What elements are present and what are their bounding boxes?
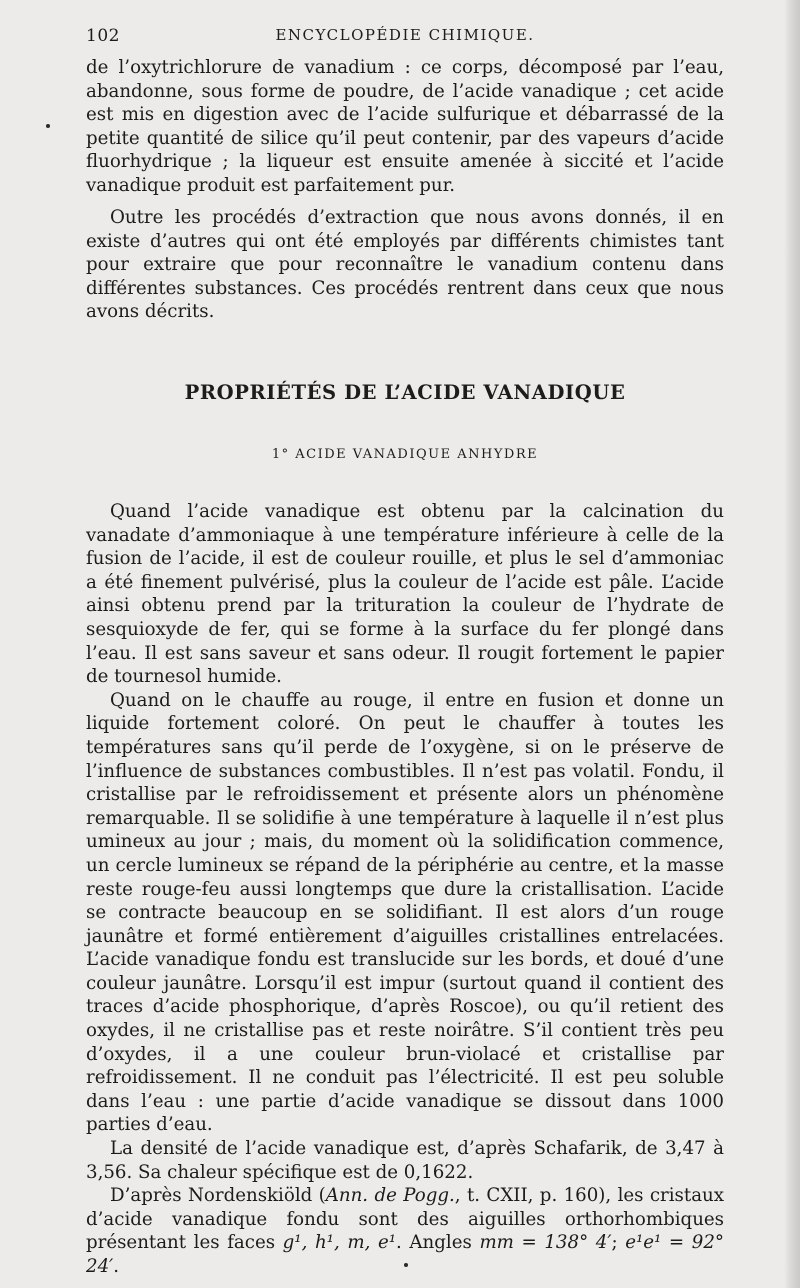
section-title: PROPRIÉTÉS DE L’ACIDE VANADIQUE [184,381,626,404]
angle-mm: mm = 138° 4′ [479,1232,612,1254]
paragraph: La densité de l’acide vanadique est, d’après Schafarik, de 3,47 à 3,56. Sa chaleur spécifique est de 0,1622. [86,1138,724,1183]
angle-ee: e¹e¹ = 92° 24′ [86,1232,724,1277]
page-number: 102 [86,26,120,46]
paragraph: Quand on le chauffe au rouge, il entre en fusion et donne un liquide fortement coloré. On peut le chauffer à toutes les températures sans qu’il perde de l’oxygène, si on le préserve de l’influence de substances combustibles. Il n’est pas volatil. Fondu, il cristallise par le refroidissement et présente alors un phénomène remarquable. Il se solidifie à une température à laquelle il n’est plus umineux au jour ; mais, du moment où la solidification commence, un cercle lumineux se répand de la périphérie au centre, et la masse reste rouge-feu aussi longtemps que dure la cristallisation. L’acide se contracte beaucoup en se solidifiant. Il est alors d’un rouge jaunâtre et formé entièrement d’aiguilles cristallines entrelacées. L’acide vanadique fondu est translucide sur les bords, et doué d’une couleur jaunâtre. Lorsqu’il est impur (surtout quand il contient des traces d’acide phosphorique, d’après Roscoe), ou qu’il retient des oxydes, il ne cristallise pas et reste noirâtre. S’il contient très peu d’oxydes, il a une couleur brun-violacé et cristallise par refroidissement. Il ne conduit pas l’électricité. Il est peu soluble dans l’eau : une partie d’acide vanadique se dissout dans 1000 parties d’eau. [86,689,724,1136]
text-run: ; [611,1232,626,1254]
page-edge-shadow [784,0,800,1288]
paragraph: Outre les procédés d’extraction que nous avons donnés, il en existe d’autres qui ont été employés par différents chimistes tant pour extraire que pour reconnaître le vanadium contenu dans différentes substances. Ces procédés rentrent dans ceux que nous avons décrits. [86,207,724,323]
text-run: , t. CXII, p. 160), les cristaux d’acide vanadique fondu sont des aiguilles orthorhombiques présentant les faces [86,1185,725,1254]
text-run: . [113,1256,120,1277]
citation-source: Ann. de Pogg. [325,1185,455,1207]
margin-mark [404,1263,408,1267]
text-run: D’après Nordenskiöld ( [110,1185,326,1207]
page-header [86,26,724,52]
paragraph: de l’oxytrichlorure de vanadium : ce corps, décomposé par l’eau, abandonne, sous forme de poudre, de l’acide vanadique ; cet acide est mis en digestion avec de l’acide sulfurique et débarrassé de la petite quantité de silice qu’il peut contenir, par des vapeurs d’acide fluorhydrique ; la liqueur est ensuite amenée à siccité et l’acide vanadique produit est parfaitement pur. [86,57,724,196]
intro-paragraph-1 [86,56,724,198]
margin-mark [46,124,50,128]
intro-paragraph-2 [86,206,724,324]
section-subtitle: 1° ACIDE VANADIQUE ANHYDRE [271,447,539,462]
paragraph: Quand l’acide vanadique est obtenu par la calcination du vanadate d’ammoniaque à une température inférieure à celle de la fusion de l’acide, il est de couleur rouille, et plus le sel d’ammoniac a été finement pulvérisé, plus la couleur de l’acide est pâle. L’acide ainsi obtenu prend par la trituration la couleur de l’hydrate de sesquioxyde de fer, qui se forme à la surface du fer plongé dans l’eau. Il est sans saveur et sans odeur. Il rougit fortement le papier de tournesol humide. [86,501,724,688]
section-body [86,500,724,1279]
text-run: . Angles [396,1232,480,1254]
running-title: ENCYCLOPÉDIE CHIMIQUE. [275,26,535,44]
crystal-faces: g¹, h¹, m, e¹ [282,1232,397,1254]
